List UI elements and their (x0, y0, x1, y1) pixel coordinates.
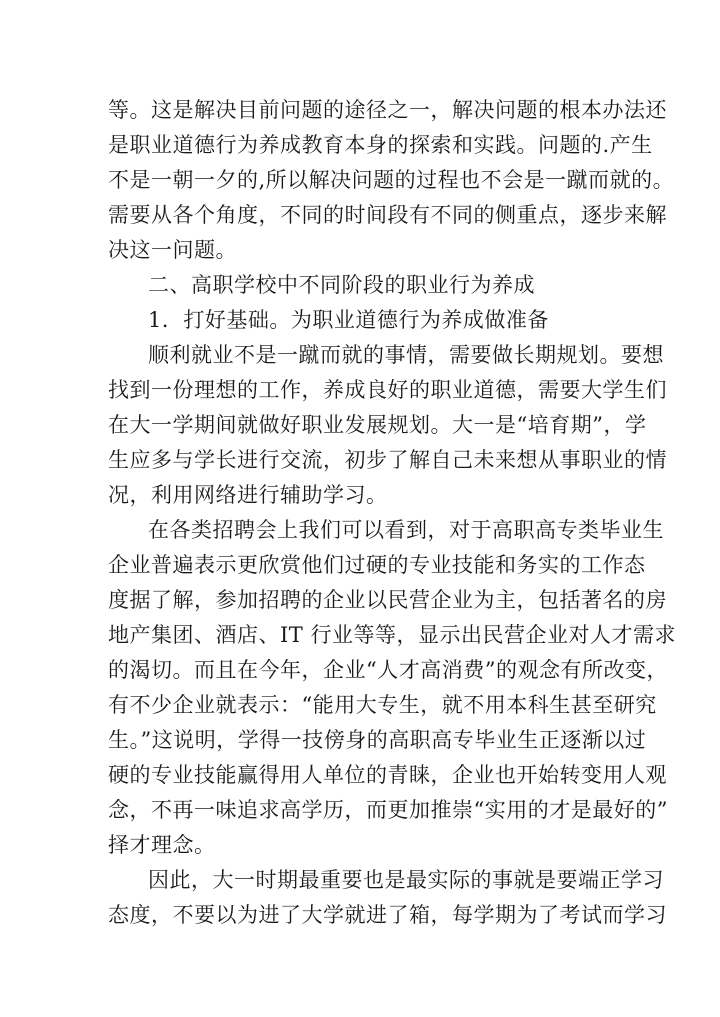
text-line: 况，利用网络进行辅助学习。 (108, 483, 388, 507)
text-line: 不是一朝一夕的,所以解决问题的过程也不会是一蹴而就的。 (108, 168, 675, 192)
text-line: 生应多与学长进行交流，初步了解自己未来想从事职业的情 (108, 448, 667, 472)
text-line: 择才理念。 (108, 833, 216, 857)
text-line: 因此，大一时期最重要也是最实际的事就是要端正学习 (148, 868, 664, 892)
text-line: 度据了解，参加招聘的企业以民营企业为主，包括著名的房 (108, 588, 667, 612)
text-line: 在各类招聘会上我们可以看到，对于高职高专类毕业生 (148, 518, 664, 542)
text-line: 是职业道德行为养成教育本身的探索和实践。问题的.产生 (108, 133, 653, 157)
text-line: 念，不再一味追求高学历，而更加推崇“实用的才是最好的” (108, 798, 668, 822)
text-line: 硬的专业技能赢得用人单位的青睐，企业也开始转变用人观 (108, 763, 667, 787)
text-line: 等。这是解决目前问题的途径之一，解决问题的根本办法还 (108, 98, 667, 122)
text-line: 生。”这说明，学得一技傍身的高职高专毕业生正逐渐以过 (108, 728, 647, 752)
text-line: 地产集团、酒店、IT 行业等等，显示出民营企业对人才需求 (108, 623, 676, 647)
text-line: 有不少企业就表示：“能用大专生，就不用本科生甚至研究 (108, 693, 657, 717)
text-line: 的渴切。而且在今年，企业“人才高消费”的观念有所改变， (108, 658, 668, 682)
subsection-heading: 1．打好基础。为职业道德行为养成做准备 (148, 308, 549, 332)
text-line: 企业普遍表示更欣赏他们过硬的专业技能和务实的工作态 (108, 553, 646, 577)
text-line: 决这一问题。 (108, 238, 237, 262)
text-line: 在大一学期间就做好职业发展规划。大一是“培育期”，学 (108, 413, 647, 437)
text-line: 态度，不要以为进了大学就进了箱，每学期为了考试而学习 (108, 903, 667, 927)
text-line: 找到一份理想的工作，养成良好的职业道德，需要大学生们 (108, 378, 667, 402)
section-heading: 二、高职学校中不同阶段的职业行为养成 (148, 273, 535, 297)
text-line: 顺利就业不是一蹴而就的事情，需要做长期规划。要想 (148, 343, 664, 367)
text-line: 需要从各个角度，不同的时间段有不同的侧重点，逐步来解 (108, 203, 667, 227)
